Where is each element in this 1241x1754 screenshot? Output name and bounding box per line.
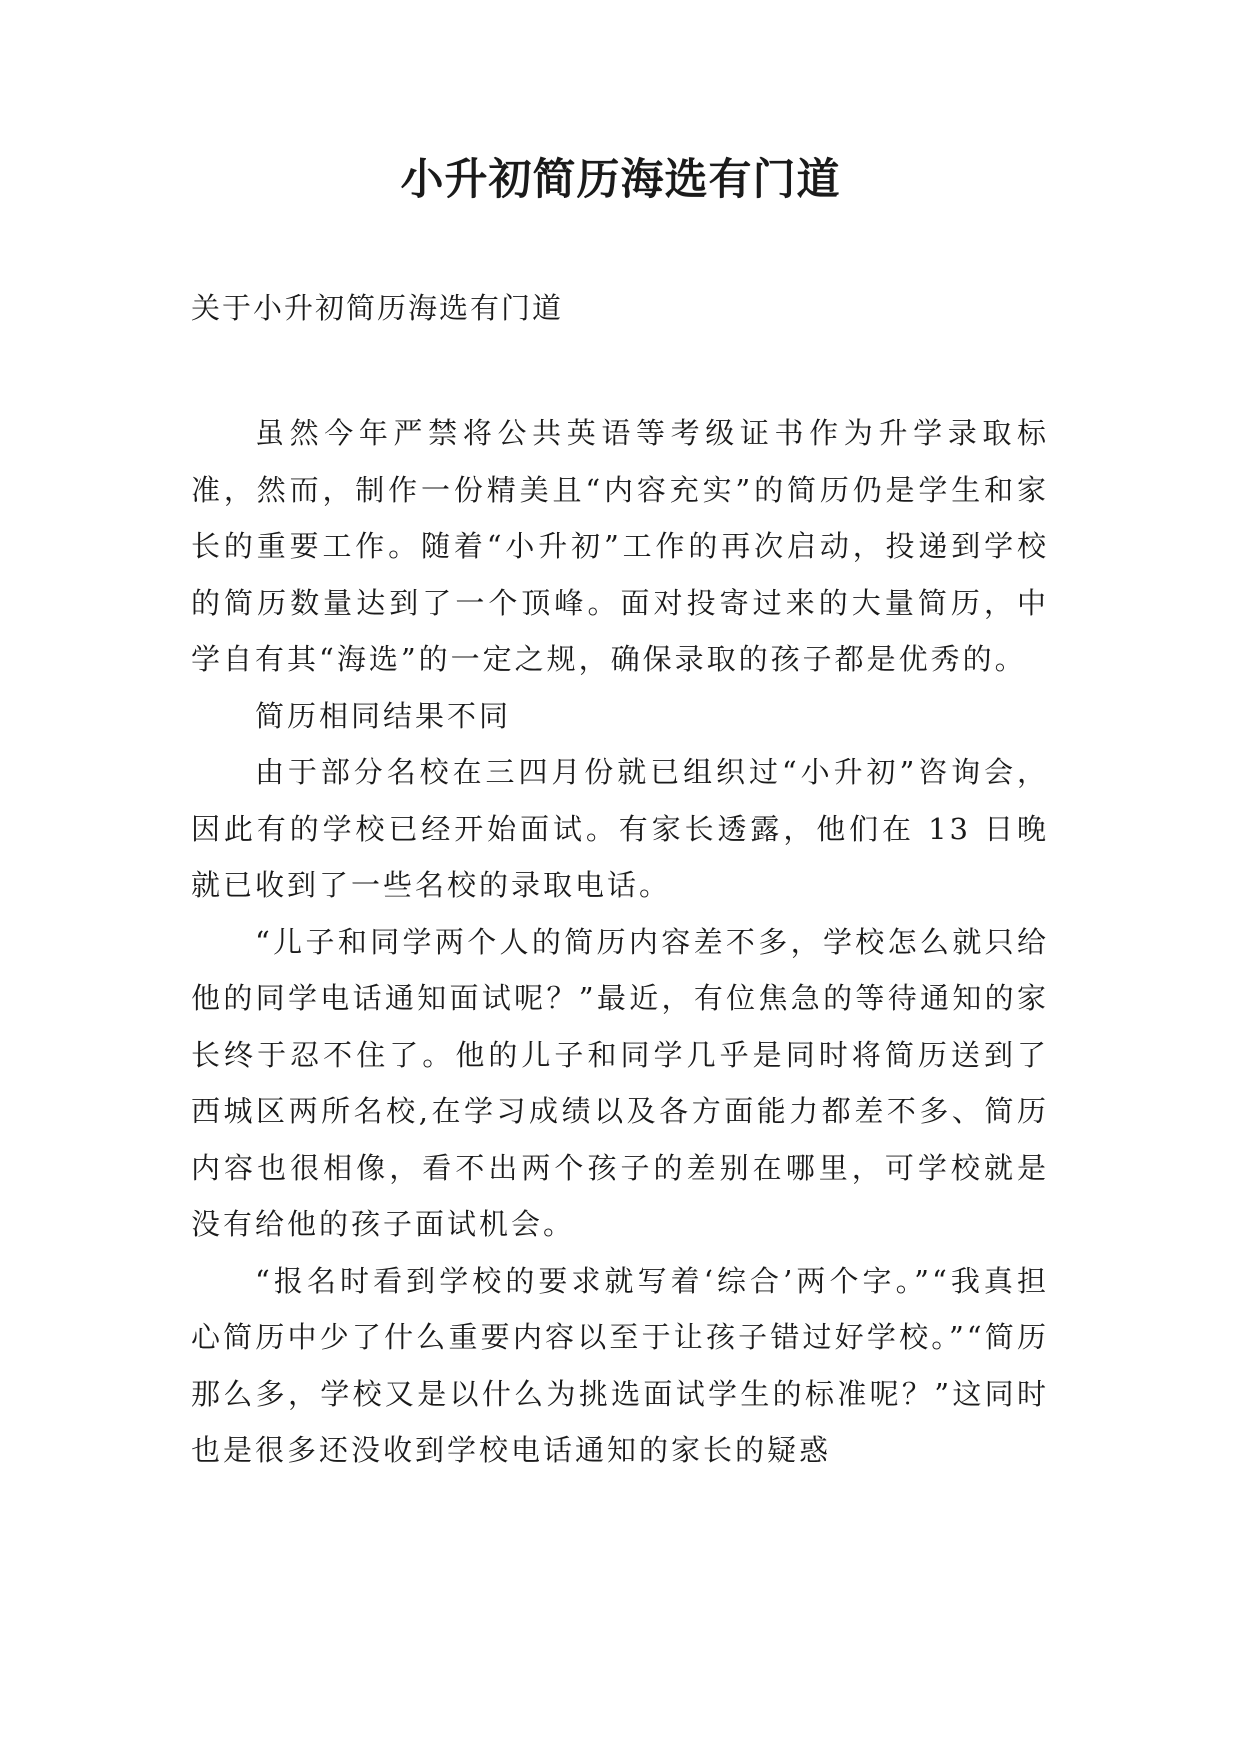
paragraph: “报名时看到学校的要求就写着‘综合’两个字。”“我真担心简历中少了什么重要内容以至于让孩子错过好学校。”“简历那么多，学校又是以什么为挑选面试学生的标准呢？”这同时也是很多还没收到学校电话通知的家长的疑惑 [191, 1263, 1049, 1467]
document-subtitle: 关于小升初简历海选有门道 [191, 291, 564, 325]
paragraph: “儿子和同学两个人的简历内容差不多，学校怎么就只给他的同学电话通知面试呢？”最近，有位焦急的等待通知的家长终于忍不住了。他的儿子和同学几乎是同时将简历送到了西城区两所名校,在学习成绩以及各方面能力都差不多、简历内容也很相像，看不出两个孩子的差别在哪里，可学校就是没有给他的孩子面试机会。 [191, 924, 1049, 1241]
document-title: 小升初简历海选有门道 [400, 155, 841, 205]
document-body [191, 405, 1049, 1479]
section-heading: 简历相同结果不同 [255, 698, 512, 733]
paragraph-intro: 虽然今年严禁将公共英语等考级证书作为升学录取标准，然而，制作一份精美且“内容充实”的简历仍是学生和家长的重要工作。随着“小升初”工作的再次启动，投递到学校的简历数量达到了一个顶峰。面对投寄过来的大量简历，中学自有其“海选”的一定之规，确保录取的孩子都是优秀的。 [191, 416, 1049, 676]
paragraph: 由于部分名校在三四月份就已组织过“小升初”咨询会，因此有的学校已经开始面试。有家长透露，他们在 13 日晚就已收到了一些名校的录取电话。 [191, 755, 1049, 902]
